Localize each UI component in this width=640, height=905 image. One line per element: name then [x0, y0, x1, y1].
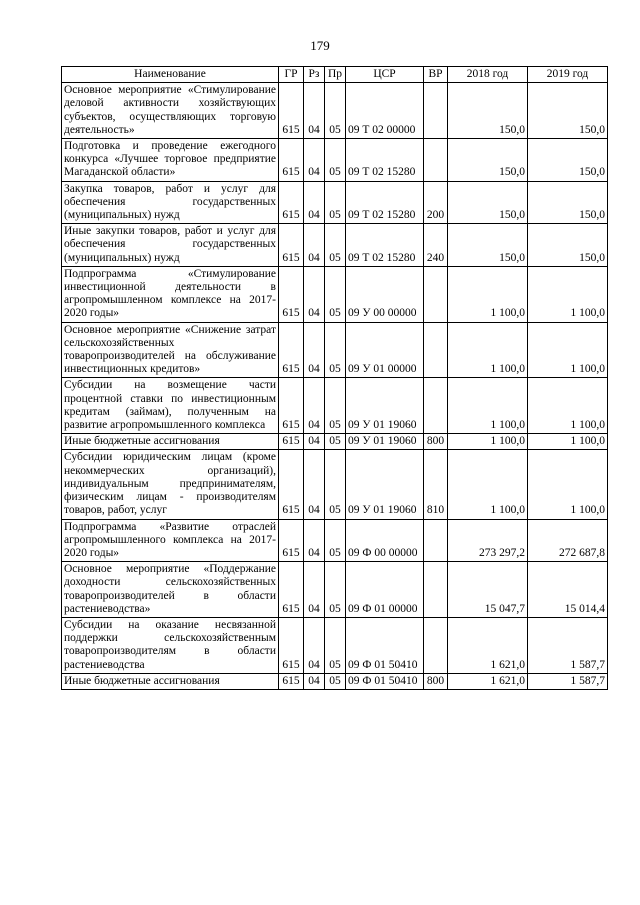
row-csr: 09 Т 02 15280 [346, 181, 424, 224]
row-2018: 150,0 [448, 83, 528, 139]
row-csr: 09 У 01 19060 [346, 450, 424, 519]
header-rz: Рз [304, 67, 325, 83]
row-rz: 04 [304, 450, 325, 519]
header-csr: ЦСР [346, 67, 424, 83]
row-2019: 1 100,0 [528, 434, 608, 450]
row-gr: 615 [279, 450, 304, 519]
row-2019: 1 100,0 [528, 322, 608, 378]
row-2018: 1 100,0 [448, 266, 528, 322]
row-name: Субсидии юридическим лицам (кроме некоммерческих организаций), индивидуальным предпринимателям, физическим лицам - производителям товаров, работ, услуг [62, 450, 279, 519]
row-rz: 04 [304, 181, 325, 224]
row-csr: 09 У 00 00000 [346, 266, 424, 322]
row-name: Закупка товаров, работ и услуг для обеспечения государственных (муниципальных) нужд [62, 181, 279, 224]
row-pr: 05 [325, 322, 346, 378]
row-gr: 615 [279, 378, 304, 434]
row-vr [424, 322, 448, 378]
row-csr: 09 У 01 19060 [346, 378, 424, 434]
header-2018: 2018 год [448, 67, 528, 83]
row-gr: 615 [279, 617, 304, 673]
row-csr: 09 Ф 00 00000 [346, 519, 424, 562]
row-2018: 1 100,0 [448, 434, 528, 450]
row-rz: 04 [304, 562, 325, 618]
row-2018: 1 621,0 [448, 617, 528, 673]
row-pr: 05 [325, 673, 346, 689]
row-gr: 615 [279, 562, 304, 618]
row-rz: 04 [304, 266, 325, 322]
table-row [62, 434, 608, 450]
row-2018: 273 297,2 [448, 519, 528, 562]
row-2018: 150,0 [448, 224, 528, 267]
row-vr [424, 83, 448, 139]
row-pr: 05 [325, 434, 346, 450]
row-csr: 09 Ф 01 50410 [346, 617, 424, 673]
row-2018: 1 621,0 [448, 673, 528, 689]
header-name: Наименование [62, 67, 279, 83]
row-2019: 1 100,0 [528, 450, 608, 519]
row-2018: 15 047,7 [448, 562, 528, 618]
row-gr: 615 [279, 673, 304, 689]
row-gr: 615 [279, 266, 304, 322]
row-2019: 150,0 [528, 224, 608, 267]
row-pr: 05 [325, 181, 346, 224]
row-2018: 1 100,0 [448, 450, 528, 519]
row-vr: 810 [424, 450, 448, 519]
row-name: Подпрограмма «Развитие отраслей агропромышленного комплекса на 2017-2020 годы» [62, 519, 279, 562]
row-pr: 05 [325, 83, 346, 139]
table-row [62, 617, 608, 673]
table-row [62, 673, 608, 689]
row-pr: 05 [325, 266, 346, 322]
row-name: Иные закупки товаров, работ и услуг для обеспечения государственных (муниципальных) нужд [62, 224, 279, 267]
row-rz: 04 [304, 673, 325, 689]
row-vr [424, 378, 448, 434]
row-gr: 615 [279, 322, 304, 378]
row-2019: 272 687,8 [528, 519, 608, 562]
row-rz: 04 [304, 378, 325, 434]
row-2018: 150,0 [448, 139, 528, 182]
table-header-row [62, 67, 608, 83]
row-2018: 1 100,0 [448, 322, 528, 378]
row-gr: 615 [279, 181, 304, 224]
row-vr [424, 519, 448, 562]
row-vr: 240 [424, 224, 448, 267]
row-vr: 200 [424, 181, 448, 224]
table-row [62, 450, 608, 519]
table-row [62, 322, 608, 378]
row-name: Основное мероприятие «Снижение затрат сельскохозяйственных товаропроизводителей на обслуживание инвестиционных кредитов» [62, 322, 279, 378]
row-2019: 150,0 [528, 83, 608, 139]
row-pr: 05 [325, 139, 346, 182]
row-pr: 05 [325, 562, 346, 618]
row-name: Иные бюджетные ассигнования [62, 434, 279, 450]
header-2019: 2019 год [528, 67, 608, 83]
row-vr [424, 139, 448, 182]
budget-table [61, 66, 608, 690]
row-rz: 04 [304, 617, 325, 673]
row-vr [424, 266, 448, 322]
row-pr: 05 [325, 378, 346, 434]
row-csr: 09 Ф 01 50410 [346, 673, 424, 689]
table-row [62, 83, 608, 139]
row-gr: 615 [279, 139, 304, 182]
row-2019: 1 587,7 [528, 617, 608, 673]
row-name: Подготовка и проведение ежегодного конкурса «Лучшее торговое предприятие Магаданской области» [62, 139, 279, 182]
row-gr: 615 [279, 224, 304, 267]
header-pr: Пр [325, 67, 346, 83]
row-pr: 05 [325, 519, 346, 562]
table-row [62, 181, 608, 224]
row-vr [424, 562, 448, 618]
row-vr [424, 617, 448, 673]
row-name: Основное мероприятие «Поддержание доходности сельскохозяйственных товаропроизводителей в области растениеводства» [62, 562, 279, 618]
row-vr: 800 [424, 434, 448, 450]
row-2019: 1 100,0 [528, 266, 608, 322]
table-body [62, 83, 608, 690]
row-rz: 04 [304, 434, 325, 450]
page-number: 179 [310, 38, 330, 53]
row-rz: 04 [304, 519, 325, 562]
row-2019: 150,0 [528, 181, 608, 224]
table-row [62, 266, 608, 322]
table-row [62, 378, 608, 434]
header-gr: ГР [279, 67, 304, 83]
row-2018: 1 100,0 [448, 378, 528, 434]
row-pr: 05 [325, 450, 346, 519]
row-csr: 09 Т 02 15280 [346, 224, 424, 267]
row-gr: 615 [279, 519, 304, 562]
row-csr: 09 У 01 00000 [346, 322, 424, 378]
row-rz: 04 [304, 224, 325, 267]
row-name: Основное мероприятие «Стимулирование деловой активности хозяйствующих субъектов, осуществляющих торговую деятельность» [62, 83, 279, 139]
row-rz: 04 [304, 139, 325, 182]
row-gr: 615 [279, 434, 304, 450]
table-row [62, 224, 608, 267]
row-csr: 09 У 01 19060 [346, 434, 424, 450]
table-row [62, 519, 608, 562]
row-name: Субсидии на возмещение части процентной ставки по инвестиционным кредитам (займам), полученным на развитие агропромышленного комплекса [62, 378, 279, 434]
row-csr: 09 Ф 01 00000 [346, 562, 424, 618]
row-name: Субсидии на оказание несвязанной поддержки сельскохозяйственным товаропроизводителям в области растениеводства [62, 617, 279, 673]
row-csr: 09 Т 02 00000 [346, 83, 424, 139]
row-rz: 04 [304, 83, 325, 139]
row-2019: 15 014,4 [528, 562, 608, 618]
row-2018: 150,0 [448, 181, 528, 224]
row-2019: 1 587,7 [528, 673, 608, 689]
row-pr: 05 [325, 617, 346, 673]
row-pr: 05 [325, 224, 346, 267]
row-name: Подпрограмма «Стимулирование инвестиционной деятельности в агропромышленном комплексе на 2017-2020 годы» [62, 266, 279, 322]
table-row [62, 562, 608, 618]
header-vr: ВР [424, 67, 448, 83]
table-row [62, 139, 608, 182]
row-2019: 150,0 [528, 139, 608, 182]
row-gr: 615 [279, 83, 304, 139]
row-csr: 09 Т 02 15280 [346, 139, 424, 182]
row-name: Иные бюджетные ассигнования [62, 673, 279, 689]
row-2019: 1 100,0 [528, 378, 608, 434]
row-vr: 800 [424, 673, 448, 689]
row-rz: 04 [304, 322, 325, 378]
